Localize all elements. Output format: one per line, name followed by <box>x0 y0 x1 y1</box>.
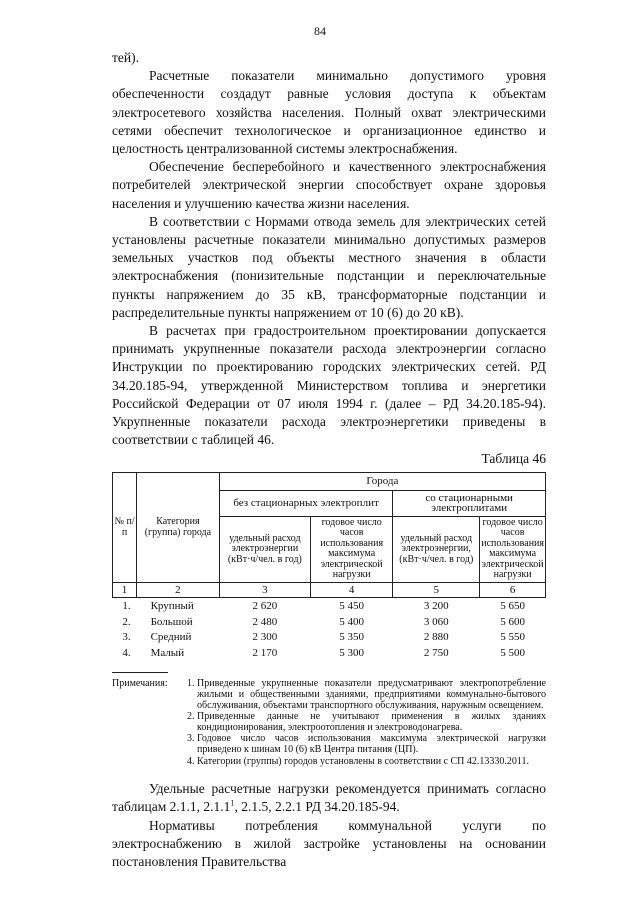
table-row: 2. Большой 2 480 5 400 3 060 5 600 <box>122 615 525 628</box>
table-row: 4. Малый 2 170 5 300 2 750 5 500 <box>122 646 525 659</box>
notes-divider <box>112 672 168 673</box>
col-number: 4 <box>311 582 393 598</box>
note-item: 4. Категории (группы) городов установлены в соответствии с СП 42.13330.2011. <box>197 757 546 768</box>
paragraph-specific-loads: Удельные расчетные нагрузки рекомендуется принимать согласно таблицам 2.1.1, 2.1.1$^1$, 2.1.5, 2.2.1 РД 34.20.185-94. <box>112 781 546 815</box>
col-number: 5 <box>393 582 480 598</box>
header-with-stoves: со стационарными электроплитами <box>393 490 546 516</box>
paragraph-uninterrupted-supply: Обеспечение бесперебойного и качественного электроснабжения потребителей электрической энергии способствует охране здоровья населения и улучшению качества жизни населения. <box>112 159 546 211</box>
header-specific-consumption: удельный расход электроэнергии (кВт·ч/чел. в год) <box>219 516 310 582</box>
paragraph-consumption-indicators: В расчетах при градостроительном проектировании допускается принимать укрупненные показатели расхода электроэнергии согласно Инструкции по проектированию городских электрических сетей. РД 34.20.185-94, утвержденной Министерством топлива и энергетики Российской Федерации от 07 июля 1994 г. (далее – РД 34.20.185-94). Укрупненные показатели расхода электроэнергетики приведены в соответствии с таблицей 46. <box>112 323 546 448</box>
paragraph-land-allocation-norms: В соответствии с Нормами отвода земель для электрических сетей установлены расчетные показатели минимально допустимых размеров земельных участков под объекты местного значения в области электроснабжения (понизительные подстанции и переключательные пункты напряжением до 35 кВ, трансформаторные подстанции и распределительные пункты напряжением от 10 (6) до 20 кВ). <box>112 213 546 320</box>
header-specific-consumption-2: удельный расход электроэнергии, (кВт·ч/чел. в год) <box>393 516 480 582</box>
note-item: 3. Годовое число часов использования максимума электрической нагрузки приведено к шинам 10 (6) кВ Центра питания (ЦП). <box>197 734 546 755</box>
note-item: 2. Приведенные данные не учитывают применения в жилых зданиях кондиционирования, электроотопления и электроводонагрева. <box>197 712 546 733</box>
notes-label: Примечания: <box>112 678 168 690</box>
header-without-stoves: без стационарных электроплит <box>219 490 393 516</box>
col-number: 2 <box>137 582 220 598</box>
header-category: Категория (группа) города <box>137 473 220 583</box>
table-46 <box>112 472 546 660</box>
header-cities: Города <box>219 473 545 491</box>
header-max-load-hours-2: годовое число часов использования максимума электрической нагрузки <box>481 516 545 581</box>
header-max-load-hours: годовое число часов использования максимума электрической нагрузки <box>311 516 393 582</box>
table-notes <box>112 679 546 768</box>
paragraph-continuation: тей). <box>112 50 139 65</box>
note-item: 1. Приведенные укрупненные показатели предусматривают электропотребление жилыми и общественными зданиями, предприятиями коммунально-бытового обслуживания, объектами транспортного обслуживания, наружным освещением. <box>197 679 546 711</box>
paragraph-consumption-norms: Нормативы потребления коммунальной услуги по электроснабжению в жилой застройке установлены на основании постановления Правительства <box>112 817 546 870</box>
table-row: 1. Крупный 2 620 5 450 3 200 5 650 <box>122 600 525 613</box>
table-caption: Таблица 46 <box>481 451 546 467</box>
table-row: 3. Средний 2 300 5 350 2 880 5 550 <box>122 631 525 644</box>
col-number: 3 <box>219 582 310 598</box>
paragraph-electrical-supply-levels: Расчетные показатели минимально допустимого уровня обеспеченности создадут равные условия доступа к объектам электросетевого хозяйства населения. Полный охват электрическими сетями обеспечит технологическое и организационное единство и целостность централизованной системы электроснабжения. <box>112 68 546 157</box>
col-number: 1 <box>113 582 137 598</box>
page-number: 84 <box>314 24 326 38</box>
page-body <box>112 49 546 871</box>
col-number: 6 <box>480 582 546 598</box>
header-num: № п/п <box>113 473 137 583</box>
